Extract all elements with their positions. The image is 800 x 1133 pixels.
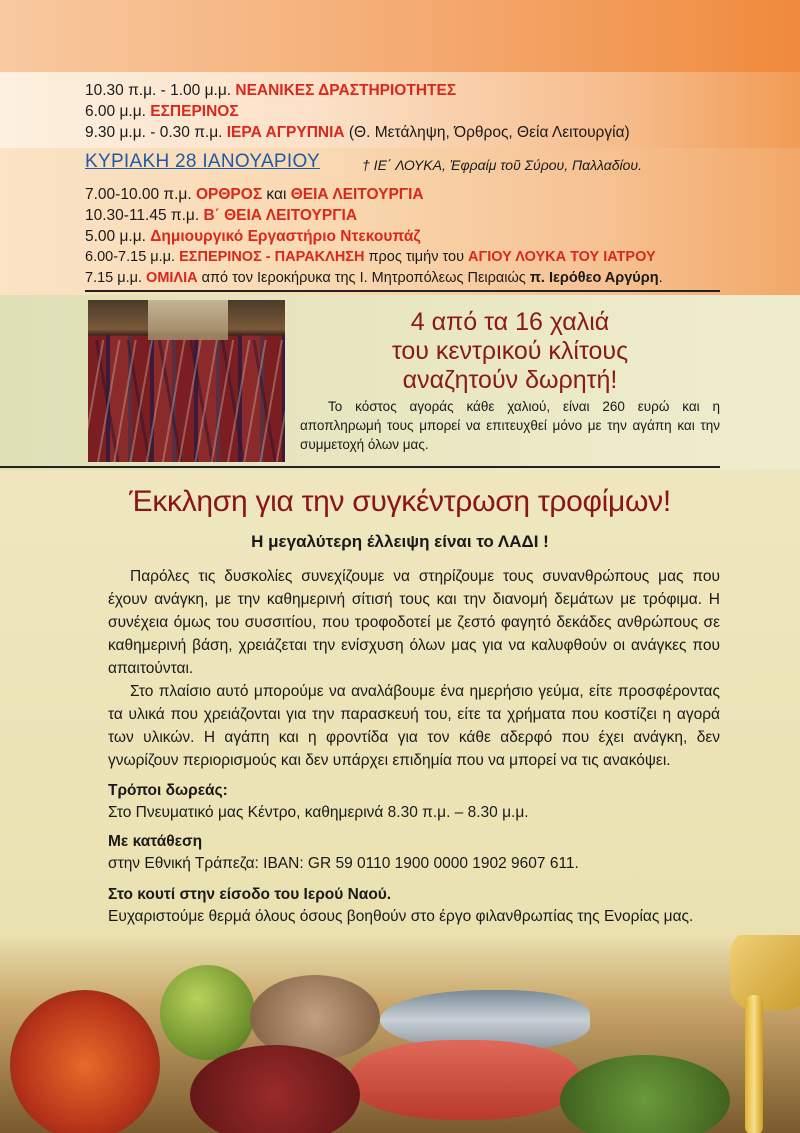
schedule-event: ΝΕΑΝΙΚΕΣ ΔΡΑΣΤΗΡΙΟΤΗΤΕΣ [235, 82, 457, 99]
iban-text: στην Εθνική Τράπεζα: IBAN: GR 59 0110 1900 0000 1902 9607 611. [108, 855, 579, 872]
appeal-title: Έκκληση για την συγκέντρωση τροφίμων! [129, 485, 671, 518]
schedule-event: Β΄ ΘΕΙΑ ΛΕΙΤΟΥΡΓΙΑ [203, 207, 358, 224]
schedule-event: ΕΣΠΕΡΙΝΟΣ - ΠΑΡΑΚΛΗΣΗ [179, 249, 365, 265]
red-fish [350, 1040, 580, 1120]
appeal-paragraph: Παρόλες τις δυσκολίες συνεχίζουμε να στηρίζουμε τους συνανθρώπους μας που έχουν ανάγκη, με την καθημερινή σίτισή τους και την διανομή δεμάτων με τρόφιμα. Η συνέχεια όμως του συσσιτίου, που τροφοδοτεί με ζεστό φαγητό δεκάδες ανθρώπους σε καθημερινή βάση, χρειάζεται την ενίσχυση όλων μας για να καλυφθούν οι ανάγκες που απαιτούνται. [108, 568, 720, 677]
schedule-connector: και [262, 186, 291, 203]
vegetables [560, 1055, 730, 1133]
schedule-line [85, 247, 656, 268]
oil-stream [745, 995, 763, 1133]
schedule-time: 6.00 μ.μ. [85, 103, 151, 120]
box-heading: Στο κουτί στην είσοδο του Ιερού Ναού. [108, 886, 392, 903]
schedule-line [85, 184, 424, 205]
schedule-event: ΑΓΙΟΥ ΛΟΥΚΑ ΤΟΥ ΙΑΤΡΟΥ [468, 249, 656, 265]
schedule-time: 10.30 π.μ. - 1.00 μ.μ. [85, 82, 236, 99]
schedule-time: 5.00 μ.μ. [85, 228, 151, 245]
schedule-line [85, 226, 421, 247]
schedule-time: 9.30 μ.μ. - 0.30 π.μ. [85, 124, 227, 141]
carpet-title-line: αναζητούν δωρητή! [402, 366, 618, 394]
carpet-text: Το κόστος αγοράς κάθε χαλιού, είναι 260 ευρώ και η αποπληρωμή τους μπορεί να επιτευχθεί μόνο με την αγάπη και την συμμετοχή όλων μας. [300, 399, 720, 452]
apple [160, 965, 255, 1060]
schedule-connector: προς τιμήν του [364, 249, 469, 265]
schedule-event: ΕΣΠΕΡΙΝΟΣ [150, 103, 239, 120]
pasta-plate [10, 990, 160, 1133]
punctuation: . [658, 270, 663, 286]
sunday-title: ΚΥΡΙΑΚΗ 28 ΙΑΝΟΥΑΡΙΟΥ [85, 151, 320, 172]
box-info [108, 884, 693, 928]
way-text: Στο Πνευματικό μας Κέντρο, καθημερινά 8.30 π.μ. – 8.30 μ.μ. [108, 804, 529, 821]
ways-heading: Τρόποι δωρεάς: [108, 782, 228, 799]
thanks-text: Ευχαριστούμε θερμά όλους όσους βοηθούν στο έργο φιλανθρωπίας της Ενορίας μας. [108, 908, 694, 925]
schedule-event: ΙΕΡΑ ΑΓΡΥΠΝΙΑ [226, 124, 345, 141]
deposit-info [108, 831, 579, 875]
carpet-title [300, 308, 720, 395]
speaker-name: π. Ιερόθεο Αργύρη [529, 270, 659, 286]
schedule-extra: (Θ. Μετάληψη, Όρθρος, Θεία Λειτουργία) [344, 124, 630, 141]
schedule-event: ΟΡΘΡΟΣ [195, 186, 263, 203]
schedule-event: ΘΕΙΑ ΛΕΙΤΟΥΡΓΙΑ [290, 186, 424, 203]
oil-bottle [730, 935, 800, 1010]
carpet-title-line: 4 από τα 16 χαλιά [410, 308, 610, 336]
schedule-line [85, 122, 630, 143]
carpet-title-line: του κεντρικού κλίτους [391, 337, 629, 365]
church-carpet-photo [88, 300, 285, 462]
carpet-pattern [88, 340, 285, 462]
schedule-time: 7.00-10.00 π.μ. [85, 186, 196, 203]
schedule-event: ΟΜΙΛΙΑ [146, 270, 198, 286]
appeal-subtitle: Η μεγαλύτερη έλλειψη είναι το ΛΑΔΙ ! [251, 532, 549, 551]
schedule-line [85, 101, 239, 122]
sunday-feast: † ΙΕ΄ ΛΟΥΚΑ, Ἐφραίμ τοῦ Σύρου, Παλλαδίου. [362, 157, 642, 173]
schedule-time: 6.00-7.15 μ.μ. [85, 249, 180, 265]
appeal-body [108, 565, 720, 772]
food-photo [0, 935, 800, 1133]
schedule-line [85, 268, 663, 289]
header-stripe [0, 0, 800, 72]
divider [85, 290, 720, 292]
schedule-line [85, 80, 456, 101]
schedule-line [85, 205, 357, 226]
schedule-connector: από τον Ιεροκήρυκα της Ι. Μητροπόλεως Πειραιώς [197, 270, 530, 286]
donation-ways [108, 780, 529, 824]
appeal-paragraph: Στο πλαίσιο αυτό μπορούμε να αναλάβουμε ένα ημερήσιο γεύμα, είτε προσφέροντας τα υλικά που χρειάζονται για την παρασκευή του, είτε τα χρήματα που κοστίζει η αγορά των υλικών. Η αγάπη και η φροντίδα για τον κάθε αδερφό που έχει ανάγκη, δεν γνωρίζουν περιορισμούς και δεν υπάρχει επιδημία που να μπορεί να τις ανακόψει. [108, 683, 720, 769]
tomatoes [190, 1045, 360, 1133]
schedule-time: 10.30-11.45 π.μ. [85, 207, 204, 224]
church-arch [148, 300, 228, 340]
schedule-time: 7.15 μ.μ. [85, 270, 147, 286]
schedule-event: Δημιουργικό Εργαστήριο Ντεκουπάζ [150, 228, 421, 245]
divider [0, 466, 720, 468]
deposit-heading: Με κατάθεση [108, 833, 203, 850]
